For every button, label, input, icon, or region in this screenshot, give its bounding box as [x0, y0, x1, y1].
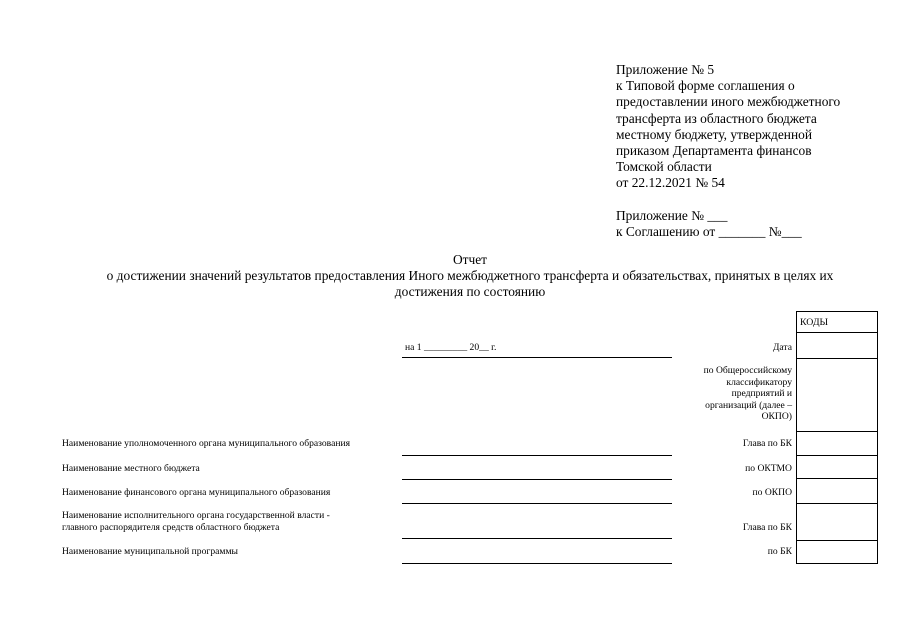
field-local-budget: Наименование местного бюджета	[62, 463, 200, 474]
field-financial-body: Наименование финансового органа муниципального образования	[62, 487, 331, 498]
label-oktmo: по ОКТМО	[745, 463, 792, 474]
appendix-line: от 22.12.2021 № 54	[616, 175, 725, 191]
code-cell-okpo-full	[797, 358, 877, 432]
label-okpo: по ОКПО	[752, 487, 792, 498]
report-subtitle-line1: о достижении значений результатов предоставления Иного межбюджетного трансферта и обязательствах, принятых в целях их	[106, 268, 834, 283]
code-cell-okpo	[797, 478, 877, 504]
input-line-program[interactable]	[402, 563, 672, 564]
label-glava-bk: Глава по БК	[742, 438, 792, 449]
code-cell-glava-bk-2	[797, 503, 877, 541]
input-line-local-budget[interactable]	[402, 479, 672, 480]
input-line-financial-body[interactable]	[402, 503, 672, 504]
date-line: на 1 _________ 20__ г.	[405, 342, 497, 353]
code-cell-oktmo	[797, 455, 877, 479]
input-line-executive-body[interactable]	[402, 538, 672, 539]
field-executive-body-line1: Наименование исполнительного органа государственной власти -	[62, 510, 330, 521]
report-subtitle-line2: достижения по состоянию	[394, 284, 546, 299]
field-authorized-body: Наименование уполномоченного органа муниципального образования	[62, 438, 351, 449]
report-title: Отчет	[452, 252, 488, 267]
appendix-line: Томской области	[616, 159, 712, 175]
appendix-line: предоставлении иного межбюджетного	[616, 94, 841, 110]
field-program: Наименование муниципальной программы	[62, 546, 238, 557]
codes-column	[796, 333, 878, 564]
appendix-line: к Типовой форме соглашения о	[616, 78, 795, 94]
date-underline	[402, 357, 672, 358]
codes-header: КОДЫ	[796, 311, 878, 333]
appendix-line: приказом Департамента финансов	[616, 143, 812, 159]
appendix-header	[616, 62, 840, 192]
label-okpo-full: по Общероссийскому классификатору предприятий и организаций (далее – ОКПО)	[703, 365, 792, 422]
appendix-line: Приложение № 5	[616, 62, 715, 77]
label-date: Дата	[772, 342, 792, 353]
agreement-reference	[616, 208, 802, 240]
appendix-line: местному бюджету, утвержденной	[616, 126, 812, 142]
code-cell-glava-bk	[797, 431, 877, 456]
label-glava-bk-2: Глава по БК	[742, 522, 792, 533]
field-executive-body-line2: главного распорядителя средств областного бюджета	[62, 522, 280, 533]
input-line-authorized-body[interactable]	[402, 455, 672, 456]
agreement-ref-line2: к Соглашению от _______ №___	[616, 224, 802, 240]
agreement-ref-line1: Приложение № ___	[616, 208, 728, 223]
code-cell-date	[797, 333, 877, 359]
appendix-line: трансферта из областного бюджета	[616, 110, 817, 126]
label-po-bk: по БК	[767, 546, 792, 557]
